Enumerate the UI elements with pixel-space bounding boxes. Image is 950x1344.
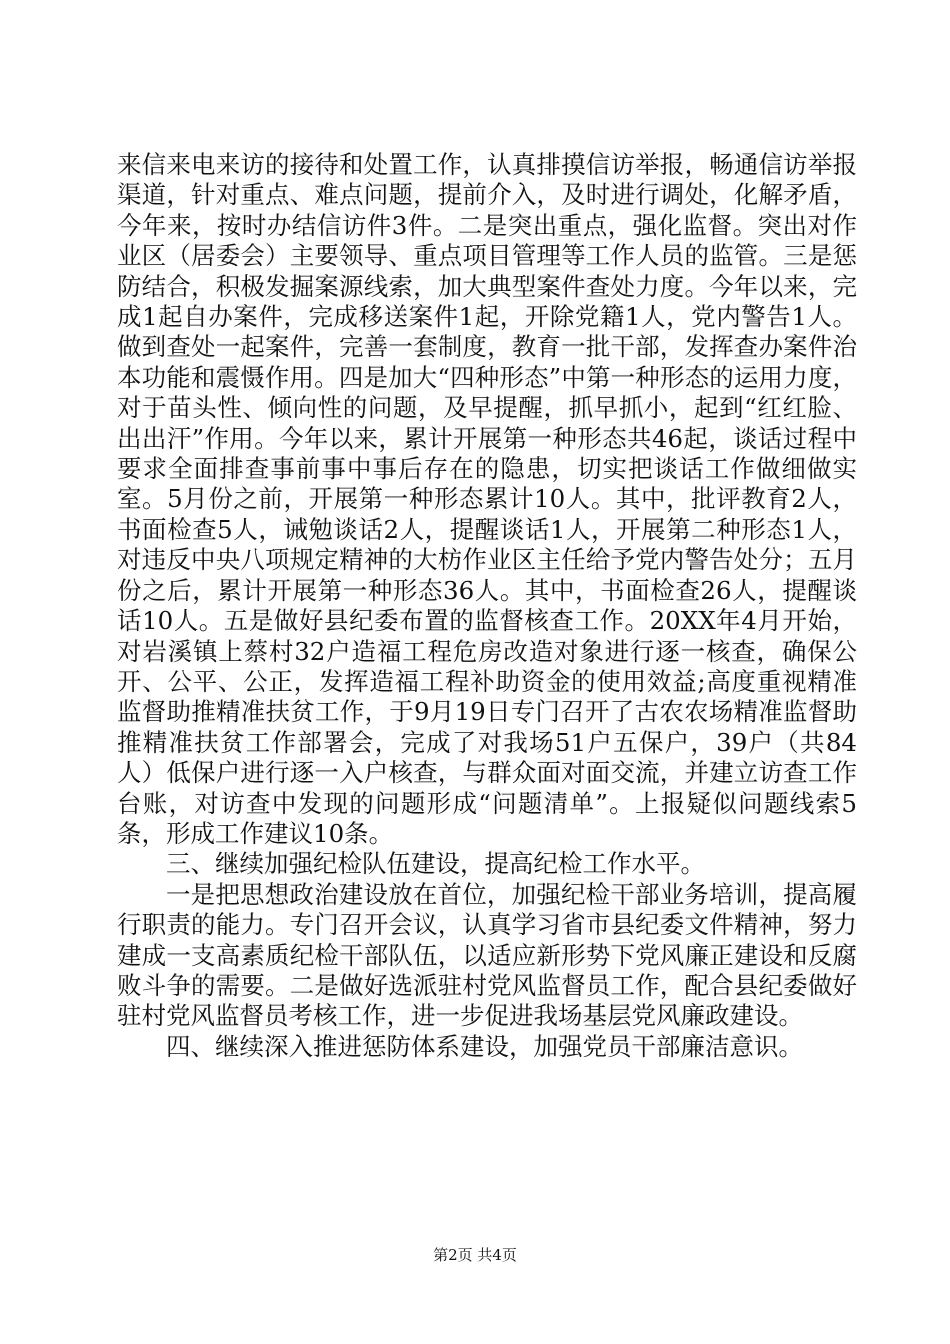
- document-body: [117, 150, 857, 1062]
- paragraph-continued: 来信来电来访的接待和处置工作，认真排摸信访举报，畅通信访举报渠道，针对重点、难点问题，提前介入，及时进行调处，化解矛盾，今年来，按时办结信访件3件。二是突出重点，强化监督。突出对作业区（居委会）主要领导、重点项目管理等工作人员的监管。三是惩防结合，积极发掘案源线索，加大典型案件查处力度。今年以来，完成1起自办案件，完成移送案件1起，开除党籍1人，党内警告1人。做到查处一起案件，完善一套制度，教育一批干部，发挥查办案件治本功能和震慑作用。四是加大“四种形态”中第一种形态的运用力度，对于苗头性、倾向性的问题，及早提醒，抓早抓小，起到“红红脸、出出汗”作用。今年以来，累计开展第一种形态共46起，谈话过程中要求全面排查事前事中事后存在的隐患，切实把谈话工作做细做实室。5月份之前，开展第一种形态累计10人。其中，批评教育2人，书面检查5人，诫勉谈话2人，提醒谈话1人，开展第二种形态1人，对违反中央八项规定精神的大枋作业区主任给予党内警告处分；五月份之后，累计开展第一种形态36人。其中，书面检查26人，提醒谈话10人。五是做好县纪委布置的监督核查工作。20XX年4月开始，对岩溪镇上蔡村32户造福工程危房改造对象进行逐一核查，确保公开、公平、公正，发挥造福工程补助资金的使用效益;高度重视精准监督助推精准扶贫工作，于9月19日专门召开了古农农场精准监督助推精准扶贫工作部署会，完成了对我场51户五保户，39户（共84人）低保户进行逐一入户核查，与群众面对面交流，并建立访查工作台账，对访查中发现的问题形成“问题清单”。上报疑似问题线索5条，形成工作建议10条。: [117, 150, 857, 848]
- paragraph: 一是把思想政治建设放在首位，加强纪检干部业务培训，提高履行职责的能力。专门召开会议，认真学习省市县纪委文件精神，努力建成一支高素质纪检干部队伍，以适应新形势下党风廉正建设和反腐败斗争的需要。二是做好选派驻村党风监督员工作，配合县纪委做好驻村党风监督员考核工作，进一步促进我场基层党风廉政建设。: [117, 879, 857, 1031]
- page-footer: 第2页 共4页: [433, 1246, 517, 1264]
- section-heading-3: 三、继续加强纪检队伍建设，提高纪检工作水平。: [166, 849, 705, 879]
- section-heading-4: 四、继续深入推进惩防体系建设，加强党员干部廉洁意识。: [166, 1031, 803, 1061]
